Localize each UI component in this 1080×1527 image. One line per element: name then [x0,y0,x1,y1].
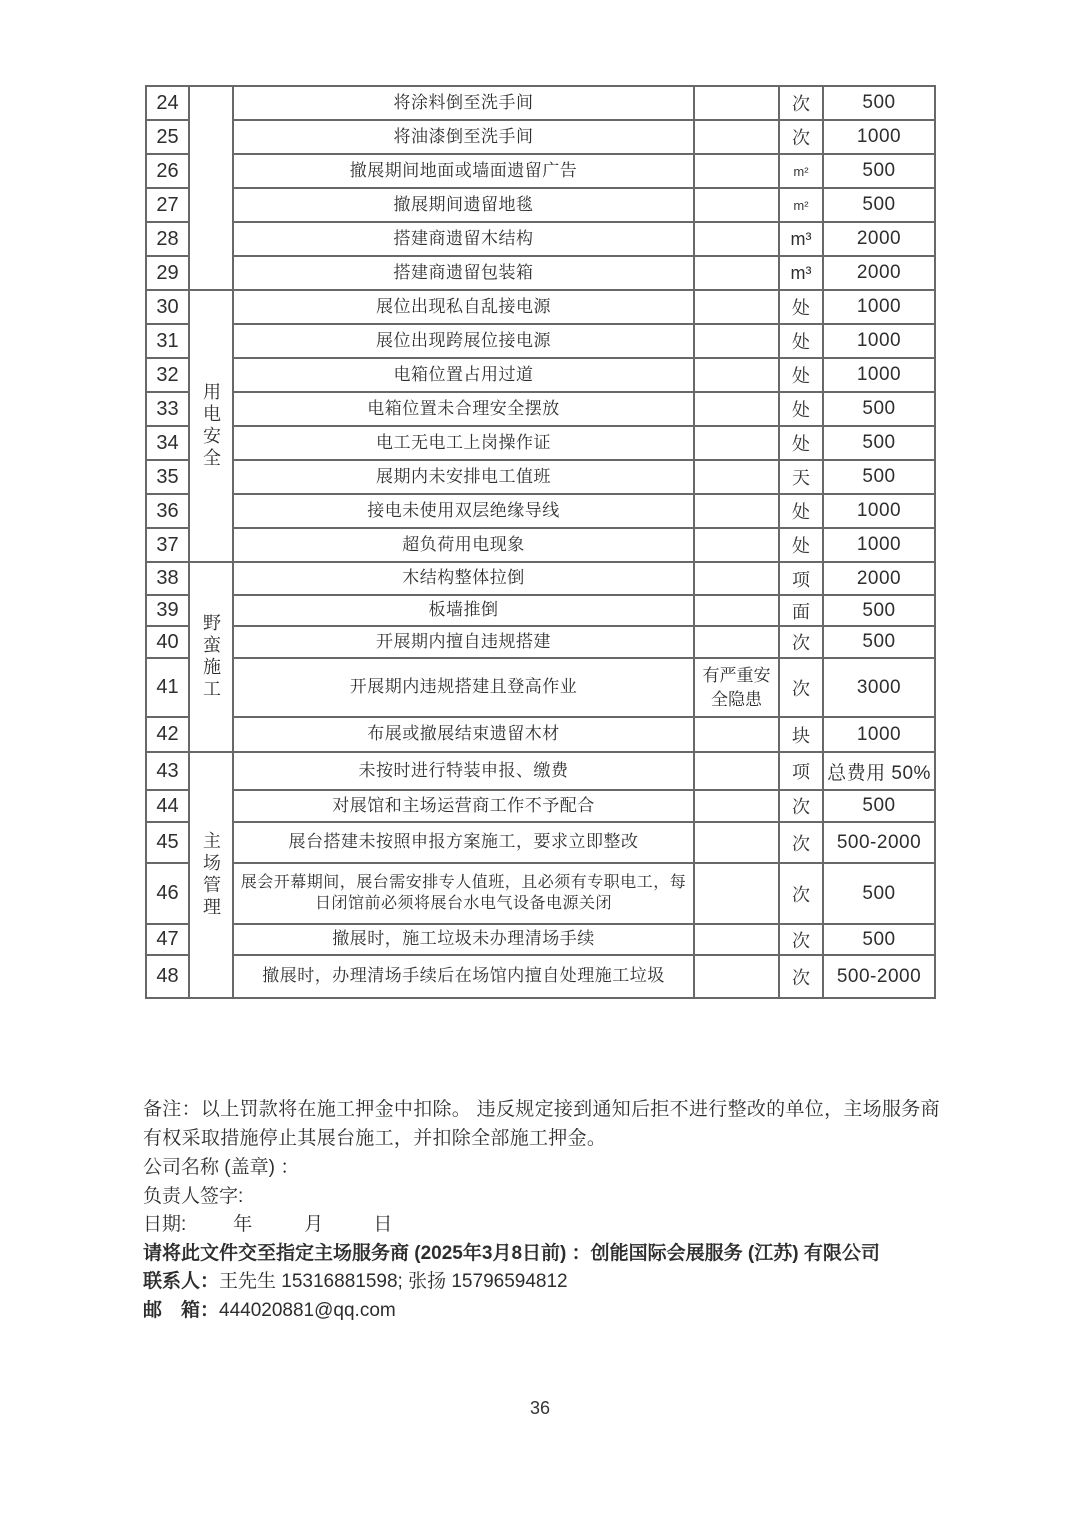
description-cell: 超负荷用电现象 [233,528,694,562]
remark-cell [694,752,779,790]
remark-cell [694,626,779,658]
contact-line [143,1268,940,1297]
amount-cell: 1000 [823,120,935,154]
table-row [146,426,935,460]
email-line [143,1297,940,1326]
row-number-cell: 45 [146,822,189,863]
row-number-cell: 32 [146,358,189,392]
row-number-cell: 30 [146,290,189,324]
remark-cell [694,863,779,924]
description-cell: 未按时进行特装申报、缴费 [233,752,694,790]
date-month-label: 月 [304,1214,324,1235]
table-row [146,528,935,562]
penalty-table [145,85,936,999]
amount-cell: 500-2000 [823,955,935,998]
amount-cell: 500 [823,460,935,494]
row-number-cell: 33 [146,392,189,426]
amount-cell: 500 [823,392,935,426]
row-number-cell: 43 [146,752,189,790]
unit-cell: 处 [779,290,823,324]
unit-cell: 次 [779,86,823,120]
description-cell: 撤展期间地面或墙面遗留广告 [233,154,694,188]
category-label: 主场管理 [201,831,221,919]
remark-cell [694,86,779,120]
amount-cell: 500-2000 [823,822,935,863]
amount-cell: 2000 [823,256,935,290]
row-number-cell: 34 [146,426,189,460]
remark-cell [694,924,779,955]
description-cell: 撤展期间遗留地毯 [233,188,694,222]
table-row [146,154,935,188]
description-cell: 展位出现私自乱接电源 [233,290,694,324]
description-cell: 接电未使用双层绝缘导线 [233,494,694,528]
table-row [146,358,935,392]
amount-cell: 1000 [823,528,935,562]
amount-cell: 500 [823,863,935,924]
remark-cell [694,955,779,998]
date-year-label: 年 [233,1214,253,1235]
amount-cell: 2000 [823,562,935,595]
remark-cell [694,222,779,256]
description-cell: 将油漆倒至洗手间 [233,120,694,154]
table-row [146,86,935,120]
amount-cell: 500 [823,924,935,955]
row-number-cell: 39 [146,595,189,626]
row-number-cell: 48 [146,955,189,998]
unit-cell: m² [779,188,823,222]
remark-cell [694,324,779,358]
page-number: 36 [529,1398,551,1418]
description-cell: 电箱位置占用过道 [233,358,694,392]
row-number-cell: 26 [146,154,189,188]
unit-cell: 次 [779,658,823,717]
amount-cell: 2000 [823,222,935,256]
unit-cell: 处 [779,426,823,460]
table-row [146,717,935,752]
remark-cell [694,392,779,426]
table-row [146,290,935,324]
date-day-label: 日 [373,1214,393,1235]
category-cell [189,562,233,752]
unit-cell: 次 [779,790,823,822]
amount-cell: 500 [823,426,935,460]
remark-cell [694,494,779,528]
contact-label: 联系人： [143,1271,220,1292]
description-cell: 电箱位置未合理安全摆放 [233,392,694,426]
table-row [146,256,935,290]
description-cell: 对展馆和主场运营商工作不予配合 [233,790,694,822]
remark-cell [694,822,779,863]
remark-cell [694,358,779,392]
unit-cell: 次 [779,924,823,955]
remark-cell [694,528,779,562]
description-cell: 展会开幕期间，展台需安排专人值班，且必须有专职电工，每日闭馆前必须将展台水电气设备电源关闭 [233,863,694,924]
row-number-cell: 38 [146,562,189,595]
amount-cell: 500 [823,790,935,822]
footer-block [143,1096,940,1325]
category-label: 野蛮施工 [201,613,221,701]
description-cell: 布展或撤展结束遗留木材 [233,717,694,752]
row-number-cell: 36 [146,494,189,528]
row-number-cell: 47 [146,924,189,955]
amount-cell: 1000 [823,494,935,528]
company-name-label: 公司名称 (盖章) ： [143,1157,300,1178]
table-row [146,626,935,658]
row-number-cell: 27 [146,188,189,222]
description-cell: 板墙推倒 [233,595,694,626]
description-cell: 展台搭建未按照申报方案施工，要求立即整改 [233,822,694,863]
row-number-cell: 35 [146,460,189,494]
remark-cell [694,290,779,324]
unit-cell: 处 [779,494,823,528]
remark-cell [694,154,779,188]
table-row [146,658,935,717]
amount-cell: 1000 [823,358,935,392]
description-cell: 将涂料倒至洗手间 [233,86,694,120]
table-row [146,562,935,595]
amount-cell: 500 [823,86,935,120]
unit-cell: 处 [779,358,823,392]
remark-cell: 有严重安全隐患 [694,658,779,717]
table-row [146,822,935,863]
amount-cell: 3000 [823,658,935,717]
unit-cell: m² [779,154,823,188]
description-cell: 电工无电工上岗操作证 [233,426,694,460]
unit-cell: 项 [779,562,823,595]
unit-cell: 次 [779,822,823,863]
unit-cell: 天 [779,460,823,494]
amount-cell: 500 [823,595,935,626]
table-row [146,324,935,358]
remark-cell [694,717,779,752]
table-row [146,392,935,426]
unit-cell: 处 [779,324,823,358]
row-number-cell: 44 [146,790,189,822]
table-row [146,222,935,256]
row-number-cell: 46 [146,863,189,924]
table-row [146,863,935,924]
table-row [146,188,935,222]
row-number-cell: 42 [146,717,189,752]
contact-value: 王先生 15316881598; 张扬 15796594812 [219,1271,568,1292]
unit-cell: m³ [779,222,823,256]
description-cell: 搭建商遗留包装箱 [233,256,694,290]
row-number-cell: 28 [146,222,189,256]
category-label: 用电安全 [201,382,221,470]
amount-cell: 总费用 50% [823,752,935,790]
table-row [146,494,935,528]
table-row [146,955,935,998]
table-row [146,790,935,822]
email-value: 444020881@qq.com [219,1299,396,1321]
row-number-cell: 41 [146,658,189,717]
remark-cell [694,188,779,222]
table-row [146,924,935,955]
row-number-cell: 29 [146,256,189,290]
row-number-cell: 24 [146,86,189,120]
note-text: 备注：以上罚款将在施工押金中扣除。 违反规定接到通知后拒不进行整改的单位，主场服务商有权采取措施停止其展台施工，并扣除全部施工押金。 [143,1099,940,1149]
remark-cell [694,595,779,626]
category-cell [189,752,233,998]
description-cell: 开展期内擅自违规搭建 [233,626,694,658]
amount-cell: 500 [823,188,935,222]
amount-cell: 500 [823,154,935,188]
unit-cell: m³ [779,256,823,290]
remark-cell [694,562,779,595]
unit-cell: 块 [779,717,823,752]
remark-cell [694,120,779,154]
remark-cell [694,790,779,822]
unit-cell: 处 [779,528,823,562]
unit-cell: 次 [779,955,823,998]
description-cell: 展位出现跨展位接电源 [233,324,694,358]
penalty-table-body [146,86,935,998]
amount-cell: 1000 [823,324,935,358]
description-cell: 木结构整体拉倒 [233,562,694,595]
amount-cell: 1000 [823,290,935,324]
description-cell: 撤展时，施工垃圾未办理清场手续 [233,924,694,955]
category-cell [189,86,233,290]
remark-cell [694,256,779,290]
description-cell: 展期内未安排电工值班 [233,460,694,494]
unit-cell: 次 [779,120,823,154]
table-row [146,752,935,790]
row-number-cell: 37 [146,528,189,562]
submit-instruction: 请将此文件交至指定主场服务商 (2025年3月8日前) ：创能国际会展服务 (江苏) 有限公司 [143,1242,880,1264]
row-number-cell: 31 [146,324,189,358]
description-cell: 搭建商遗留木结构 [233,222,694,256]
date-label: 日期: [143,1214,187,1235]
amount-cell: 1000 [823,717,935,752]
category-cell [189,290,233,562]
table-row [146,120,935,154]
remark-cell [694,426,779,460]
unit-cell: 项 [779,752,823,790]
amount-cell: 500 [823,626,935,658]
date-line [143,1211,940,1240]
unit-cell: 面 [779,595,823,626]
email-label: 邮 箱： [143,1299,220,1321]
description-cell: 撤展时，办理清场手续后在场馆内擅自处理施工垃圾 [233,955,694,998]
unit-cell: 次 [779,863,823,924]
unit-cell: 次 [779,626,823,658]
table-row [146,595,935,626]
table-row [146,460,935,494]
description-cell: 开展期内违规搭建且登高作业 [233,658,694,717]
signature-label: 负责人签字: [143,1185,244,1207]
row-number-cell: 40 [146,626,189,658]
row-number-cell: 25 [146,120,189,154]
remark-cell [694,460,779,494]
unit-cell: 处 [779,392,823,426]
